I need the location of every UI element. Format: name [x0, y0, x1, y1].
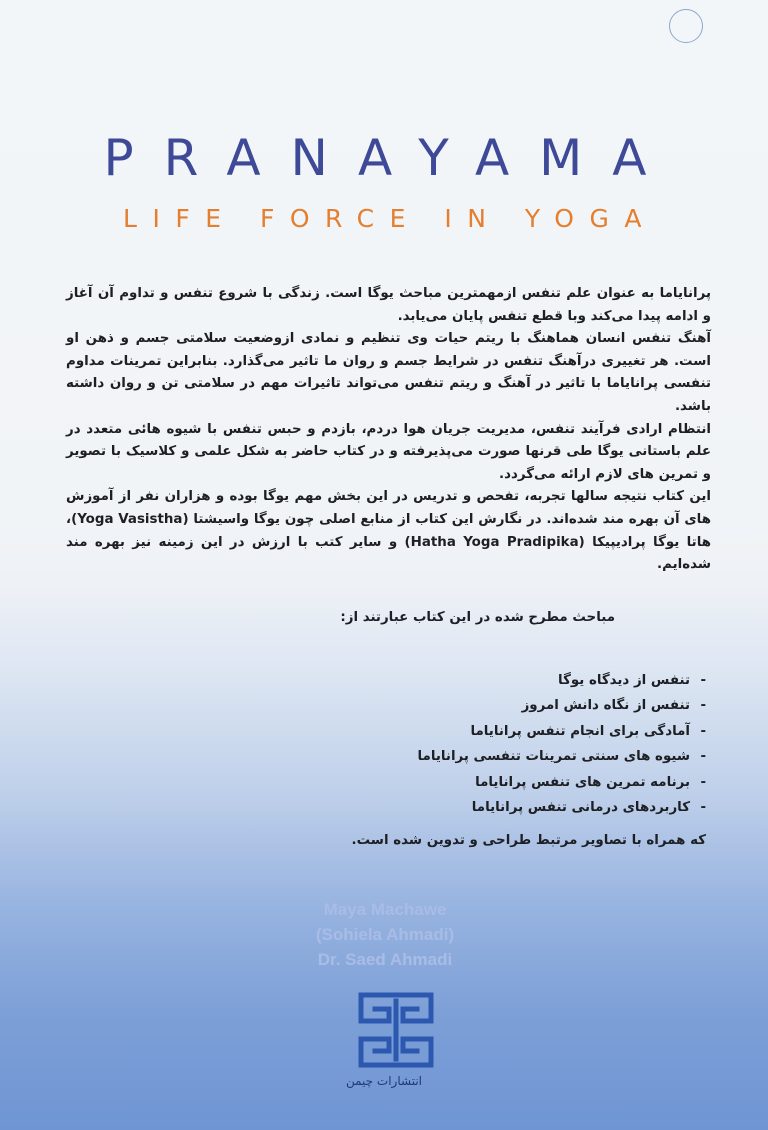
list-item-text: برنامه تمرین های تنفس پرانایاما [475, 774, 690, 790]
corner-circle [669, 9, 703, 43]
book-subtitle: LIFE FORCE IN YOGA [123, 204, 657, 233]
list-dash: - [700, 723, 706, 739]
topics-list [200, 668, 706, 820]
list-dash: - [700, 749, 706, 765]
list-item-text: تنفس از دیدگاه یوگا [558, 673, 690, 688]
list-item [200, 693, 706, 718]
list-dash: - [700, 698, 706, 714]
list-item [200, 770, 706, 795]
list-item-text: کاربردهای درمانی تنفس پرانایاما [471, 799, 690, 815]
description-paragraph: آهنگ تنفس انسان هماهنگ با ریتم حیات وی تنظیم و نمادی ازوضعیت سلامتی جسم و ذهن او است. هر تغییری درآهنگ تنفس در شرایط جسم و روان ما تاثیر می‌گذارد. بنابراین تمرینات مداوم تنفسی پرانایاما با تاثیر در آهنگ و ریتم تنفس می‌تواند تاثیرات مهم در سلامتی تن و روان داشته باشد. [66, 331, 711, 414]
author-name: Maya Machawe [323, 900, 447, 919]
closing-line: که همراه با تصاویر مرتبط طراحی و تدوین شده است. [351, 833, 706, 848]
list-item-text: آمادگی برای انجام تنفس پرانایاما [470, 723, 690, 739]
book-title: PRANAYAMA [103, 129, 677, 187]
list-dash: - [700, 673, 706, 688]
list-item [200, 744, 706, 769]
list-dash: - [700, 799, 706, 815]
list-item [200, 668, 706, 693]
author-name: (Sohiela Ahmadi) [315, 925, 455, 944]
description-paragraph: پرانایاما به عنوان علم تنفس ازمهمترین مباحث یوگا است. زندگی با شروع تنفس و تداوم آن آغاز و ادامه پیدا می‌کند وبا قطع تنفس پایان می‌یابد. [66, 286, 711, 324]
list-item [200, 795, 706, 820]
list-item-text: شیوه های سنتی تمرینات تنفسی پرانایاما [417, 749, 690, 765]
authors [250, 897, 520, 972]
topics-heading: مباحث مطرح شده در این کتاب عبارتند از: [340, 610, 615, 625]
description-paragraph: انتظام ارادی فرآیند تنفس، مدیریت جریان هوا دردم، بازدم و حبس تنفس با شیوه هائی متعدد در علم باستانی یوگا طی قرنها صورت می‌پذیرفته و در کتاب حاضر به شکل علمی و کلاسیک با تصویر و تمرین های لازم ارائه می‌گردد. [66, 421, 711, 482]
description-paragraph: این کتاب نتیجه سالها تجربه، تفحص و تدریس در این بخش مهم یوگا بوده و هزاران نفر از آموزش های آن بهره مند شده‌اند. در نگارش این کتاب از منابع اصلی چون یوگا واسیشتا (Yoga Vasistha)، هاتا یوگا پرادیپیکا (Hatha Yoga Pradipika) و سایر کتب با ارزش در این زمینه نیز بهره مند شده‌ایم. [66, 489, 712, 573]
list-dash: - [700, 774, 706, 790]
description [66, 283, 711, 577]
author-name: Dr. Saed Ahmadi [317, 950, 453, 969]
publisher-logo [357, 991, 435, 1069]
publisher-name: انتشارات چیمن [345, 1074, 422, 1088]
list-item-text: تنفس از نگاه دانش امروز [521, 698, 690, 714]
list-item [200, 719, 706, 744]
